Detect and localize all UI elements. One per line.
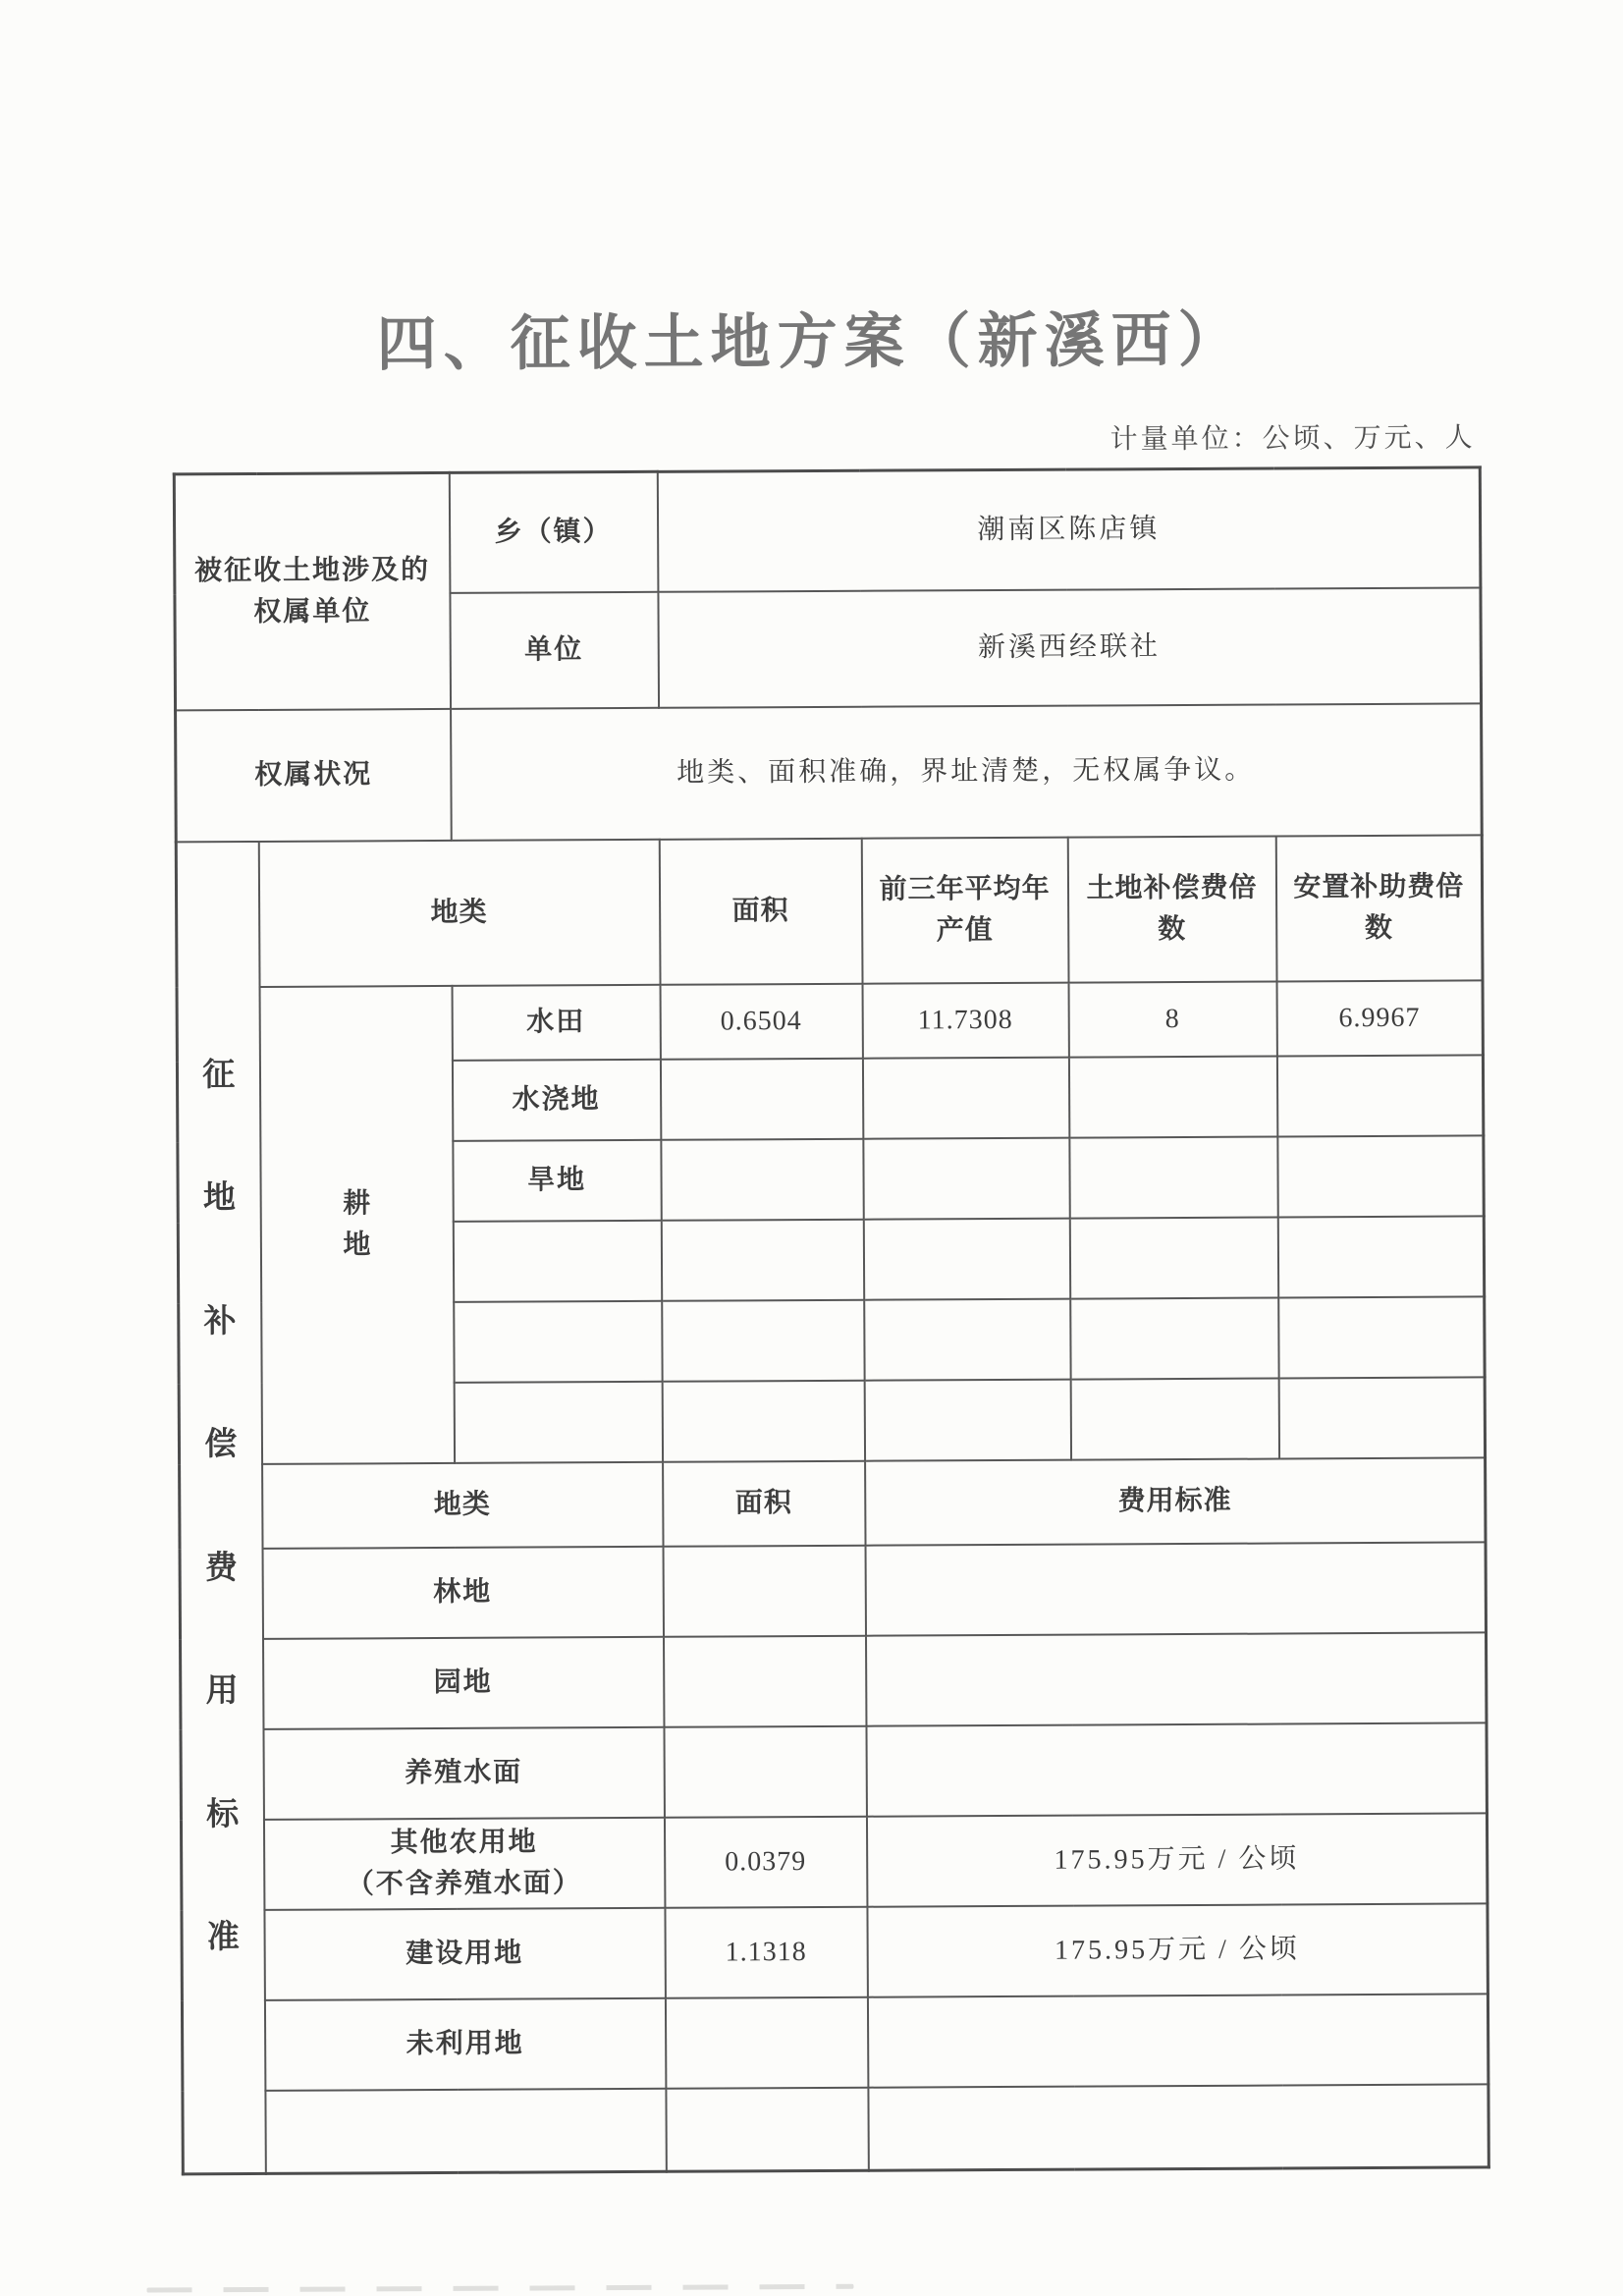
land-type-cell: 建设用地	[264, 1907, 665, 1999]
col-header-land-comp-multiple: 土地补偿费倍 数	[1067, 836, 1276, 982]
area-cell	[663, 1545, 865, 1636]
resettle-multiple-cell: 6.9967	[1276, 980, 1483, 1056]
area-cell: 1.1318	[665, 1906, 867, 1997]
table-row	[174, 467, 1481, 594]
col-header-area-2: 面积	[663, 1460, 865, 1546]
land-acquisition-table	[173, 465, 1490, 2175]
resettle-multiple-cell	[1276, 1055, 1483, 1136]
vertical-label-char: 标	[206, 1796, 240, 1832]
land-type-cell: 旱地	[453, 1139, 661, 1221]
area-cell	[666, 2087, 868, 2171]
land-type-cell	[454, 1300, 662, 1382]
township-label: 乡（镇）	[449, 471, 658, 592]
col-header-avg-output: 前三年平均年 产值	[861, 837, 1068, 983]
land-comp-multiple-cell: 8	[1068, 981, 1276, 1057]
land-type-cell: 其他农用地 （不含养殖水面）	[263, 1817, 664, 1909]
avg-output-cell	[864, 1379, 1070, 1460]
land-type-cell: 水田	[452, 984, 660, 1060]
col-header-area: 面积	[659, 838, 862, 984]
avg-output-cell	[862, 1057, 1068, 1138]
fee-standard-cell: 175.95万元 / 公顷	[867, 1903, 1488, 1996]
resettle-multiple-cell	[1278, 1296, 1485, 1378]
vertical-label-char: 地	[202, 1180, 237, 1217]
fee-standard-cell	[866, 1632, 1487, 1725]
table-row	[181, 1722, 1487, 1820]
col-header-fee-standard: 费用标准	[865, 1457, 1486, 1545]
land-type-cell: 养殖水面	[263, 1726, 664, 1819]
land-comp-multiple-cell	[1070, 1378, 1278, 1459]
group-label-cultivated-land: 耕 地	[259, 985, 455, 1463]
avg-output-cell	[864, 1298, 1070, 1380]
land-comp-multiple-cell	[1068, 1056, 1276, 1137]
land-type-cell: 林地	[262, 1546, 663, 1638]
avg-output-cell	[863, 1218, 1069, 1299]
township-value: 潮南区陈店镇	[657, 467, 1481, 591]
land-comp-multiple-cell	[1070, 1297, 1278, 1379]
ownership-units-label: 被征收土地涉及的 权属单位	[174, 472, 450, 709]
land-type-cell	[454, 1381, 662, 1462]
land-type-cell: 水浇地	[452, 1059, 660, 1140]
avg-output-cell	[863, 1137, 1069, 1219]
vertical-label-char: 偿	[204, 1427, 238, 1463]
land-type-cell	[453, 1220, 661, 1301]
table-row	[176, 703, 1483, 842]
resettle-multiple-cell	[1277, 1216, 1484, 1297]
land-type-cell: 园地	[263, 1636, 664, 1728]
table-row	[176, 835, 1483, 987]
fee-standard-cell: 175.95万元 / 公顷	[866, 1813, 1487, 1906]
tenure-status-value: 地类、面积准确，界址清楚，无权属争议。	[451, 703, 1483, 840]
table-row	[182, 1994, 1488, 2091]
table-row	[180, 1457, 1486, 1549]
measurement-unit-note: 计量单位：公顷、万元、人	[1109, 422, 1476, 456]
vertical-label	[185, 1052, 257, 1963]
unit-value: 新溪西经联社	[658, 587, 1482, 707]
col-header-land-type-2: 地类	[262, 1461, 663, 1548]
area-cell	[665, 1996, 867, 2088]
land-comp-multiple-cell	[1069, 1136, 1277, 1218]
vertical-label-char: 征	[202, 1057, 236, 1094]
area-cell	[662, 1299, 864, 1381]
section-label-compensation-standard	[176, 841, 265, 2173]
vertical-label-char: 费	[204, 1550, 238, 1586]
fee-standard-cell	[868, 2084, 1488, 2170]
fee-standard-cell	[867, 1994, 1488, 2087]
area-cell	[661, 1219, 863, 1300]
table-row	[180, 1542, 1486, 1639]
tenure-status-label: 权属状况	[176, 708, 452, 841]
area-cell	[664, 1635, 866, 1726]
fee-standard-cell	[866, 1722, 1487, 1816]
scan-artifact	[146, 2284, 853, 2293]
area-cell	[664, 1725, 866, 1817]
col-header-resettle-multiple: 安置补助费倍 数	[1275, 835, 1483, 981]
col-header-land-type: 地类	[258, 839, 660, 986]
table-row	[181, 1632, 1487, 1729]
page-title: 四、征收土地方案（新溪西）	[376, 307, 1245, 379]
area-cell	[661, 1138, 863, 1220]
area-cell: 0.0379	[664, 1816, 866, 1907]
fee-standard-cell	[865, 1542, 1486, 1635]
land-comp-multiple-cell	[1069, 1217, 1277, 1298]
land-type-cell: 未利用地	[264, 1997, 665, 2090]
area-cell	[662, 1380, 864, 1461]
vertical-label-char: 准	[206, 1920, 240, 1956]
land-type-cell	[265, 2088, 666, 2173]
table-row	[182, 1903, 1488, 2000]
unit-label: 单位	[450, 591, 659, 708]
table-row	[183, 2084, 1488, 2174]
resettle-multiple-cell	[1277, 1135, 1484, 1217]
table-row	[181, 1813, 1487, 1910]
area-cell: 0.6504	[660, 983, 862, 1059]
table-row	[177, 980, 1483, 1062]
vertical-label-char: 用	[205, 1673, 239, 1710]
resettle-multiple-cell	[1278, 1377, 1485, 1458]
avg-output-cell: 11.7308	[862, 982, 1068, 1058]
area-cell	[660, 1058, 862, 1139]
vertical-label-char: 补	[203, 1303, 237, 1339]
